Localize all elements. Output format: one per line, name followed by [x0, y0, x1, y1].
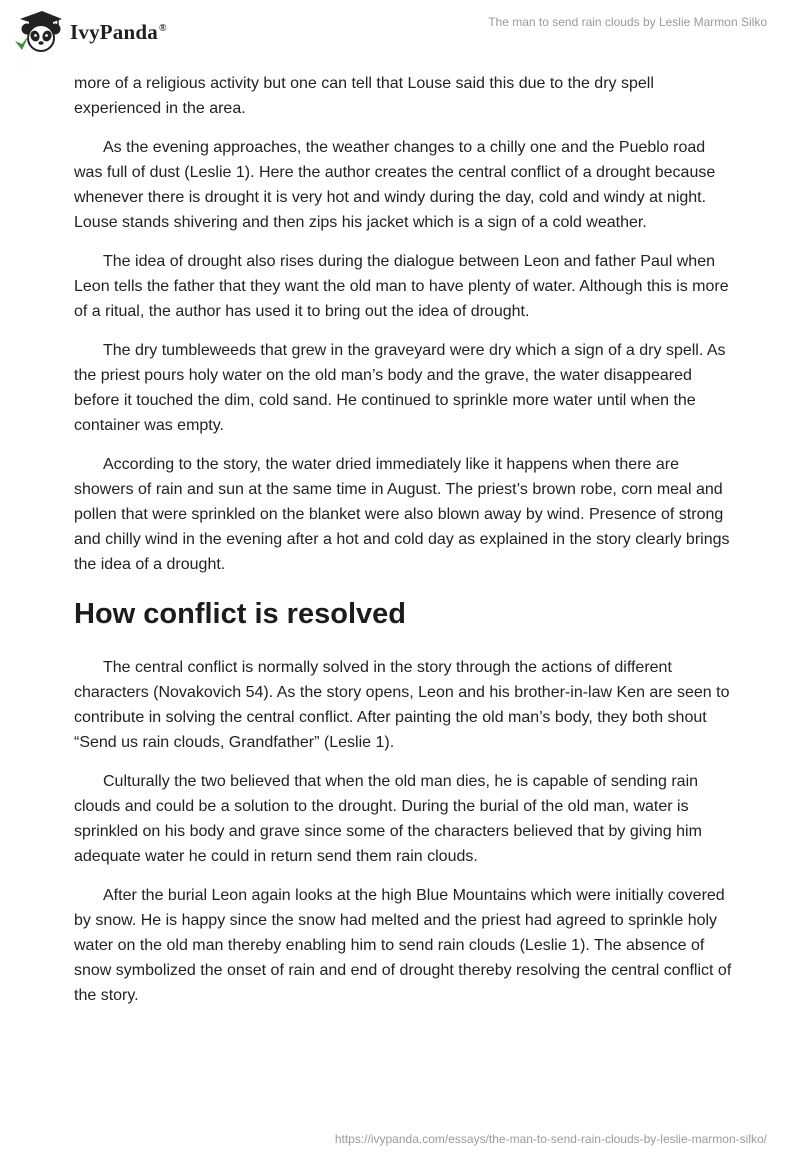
paragraph: Culturally the two believed that when the old man dies, he is capable of sending rain clouds and could be a solution to the drought. During the burial of the old man, water is sprinkled on his body and grave since some of the characters believed that by giving him adequate water he could in return send them rain clouds. — [74, 773, 702, 865]
paragraph: The dry tumbleweeds that grew in the graveyard were dry which a sign of a dry spell. As the priest pours holy water on the old man’s body and the grave, the water disappeared before it touched the dim, cold sand. He continued to sprinkle more water until when the container was empty. — [74, 342, 726, 434]
logo-text: IvyPanda® — [70, 19, 167, 44]
paragraph: The central conflict is normally solved in the story through the actions of different characters (Novakovich 54). As the story opens, Leon and his brother-in-law Ken are seen to contribute in solving the central conflict. After painting the old man’s body, they both shout “Send us rain clouds, Grandfather” (Leslie 1). — [74, 659, 730, 751]
essay-body — [74, 71, 734, 1022]
panda-graduate-icon — [14, 8, 64, 54]
section-heading: How conflict is resolved — [74, 598, 406, 630]
paragraph: After the burial Leon again looks at the high Blue Mountains which were initially covered by snow. He is happy since the snow had melted and the priest had agreed to sprinkle holy water on the old man thereby enabling him to send rain clouds (Leslie 1). The absence of snow symbolized the onset of rain and end of drought thereby resolving the central conflict of the story. — [74, 887, 732, 1004]
paragraph: As the evening approaches, the weather changes to a chilly one and the Pueblo road was full of dust (Leslie 1). Here the author creates the central conflict of a drought because whenever there is drought it is very hot and windy during the day, cold and windy at night. Louse stands shivering and then zips his jacket which is a sign of a cold weather. — [74, 139, 716, 231]
page-header — [0, 0, 800, 66]
ivypanda-logo[interactable] — [14, 8, 167, 54]
paragraph: The idea of drought also rises during the dialogue between Leon and father Paul when Leon tells the father that they want the old man to have plenty of water. Although this is more of a ritual, the author has used it to bring out the idea of drought. — [74, 253, 729, 320]
paragraph: According to the story, the water dried immediately like it happens when there are showers of rain and sun at the same time in August. The priest’s brown robe, corn meal and pollen that were sprinkled on the blanket were also blown away by wind. Presence of strong and chilly wind in the evening after a hot and cold day as explained in the story clearly brings the idea of a drought. — [74, 456, 730, 573]
document-title: The man to send rain clouds by Leslie Marmon Silko — [488, 15, 767, 29]
paragraph: more of a religious activity but one can tell that Louse said this due to the dry spell experienced in the area. — [74, 75, 654, 117]
source-url[interactable]: https://ivypanda.com/essays/the-man-to-send-rain-clouds-by-leslie-marmon-silko/ — [334, 1132, 767, 1146]
